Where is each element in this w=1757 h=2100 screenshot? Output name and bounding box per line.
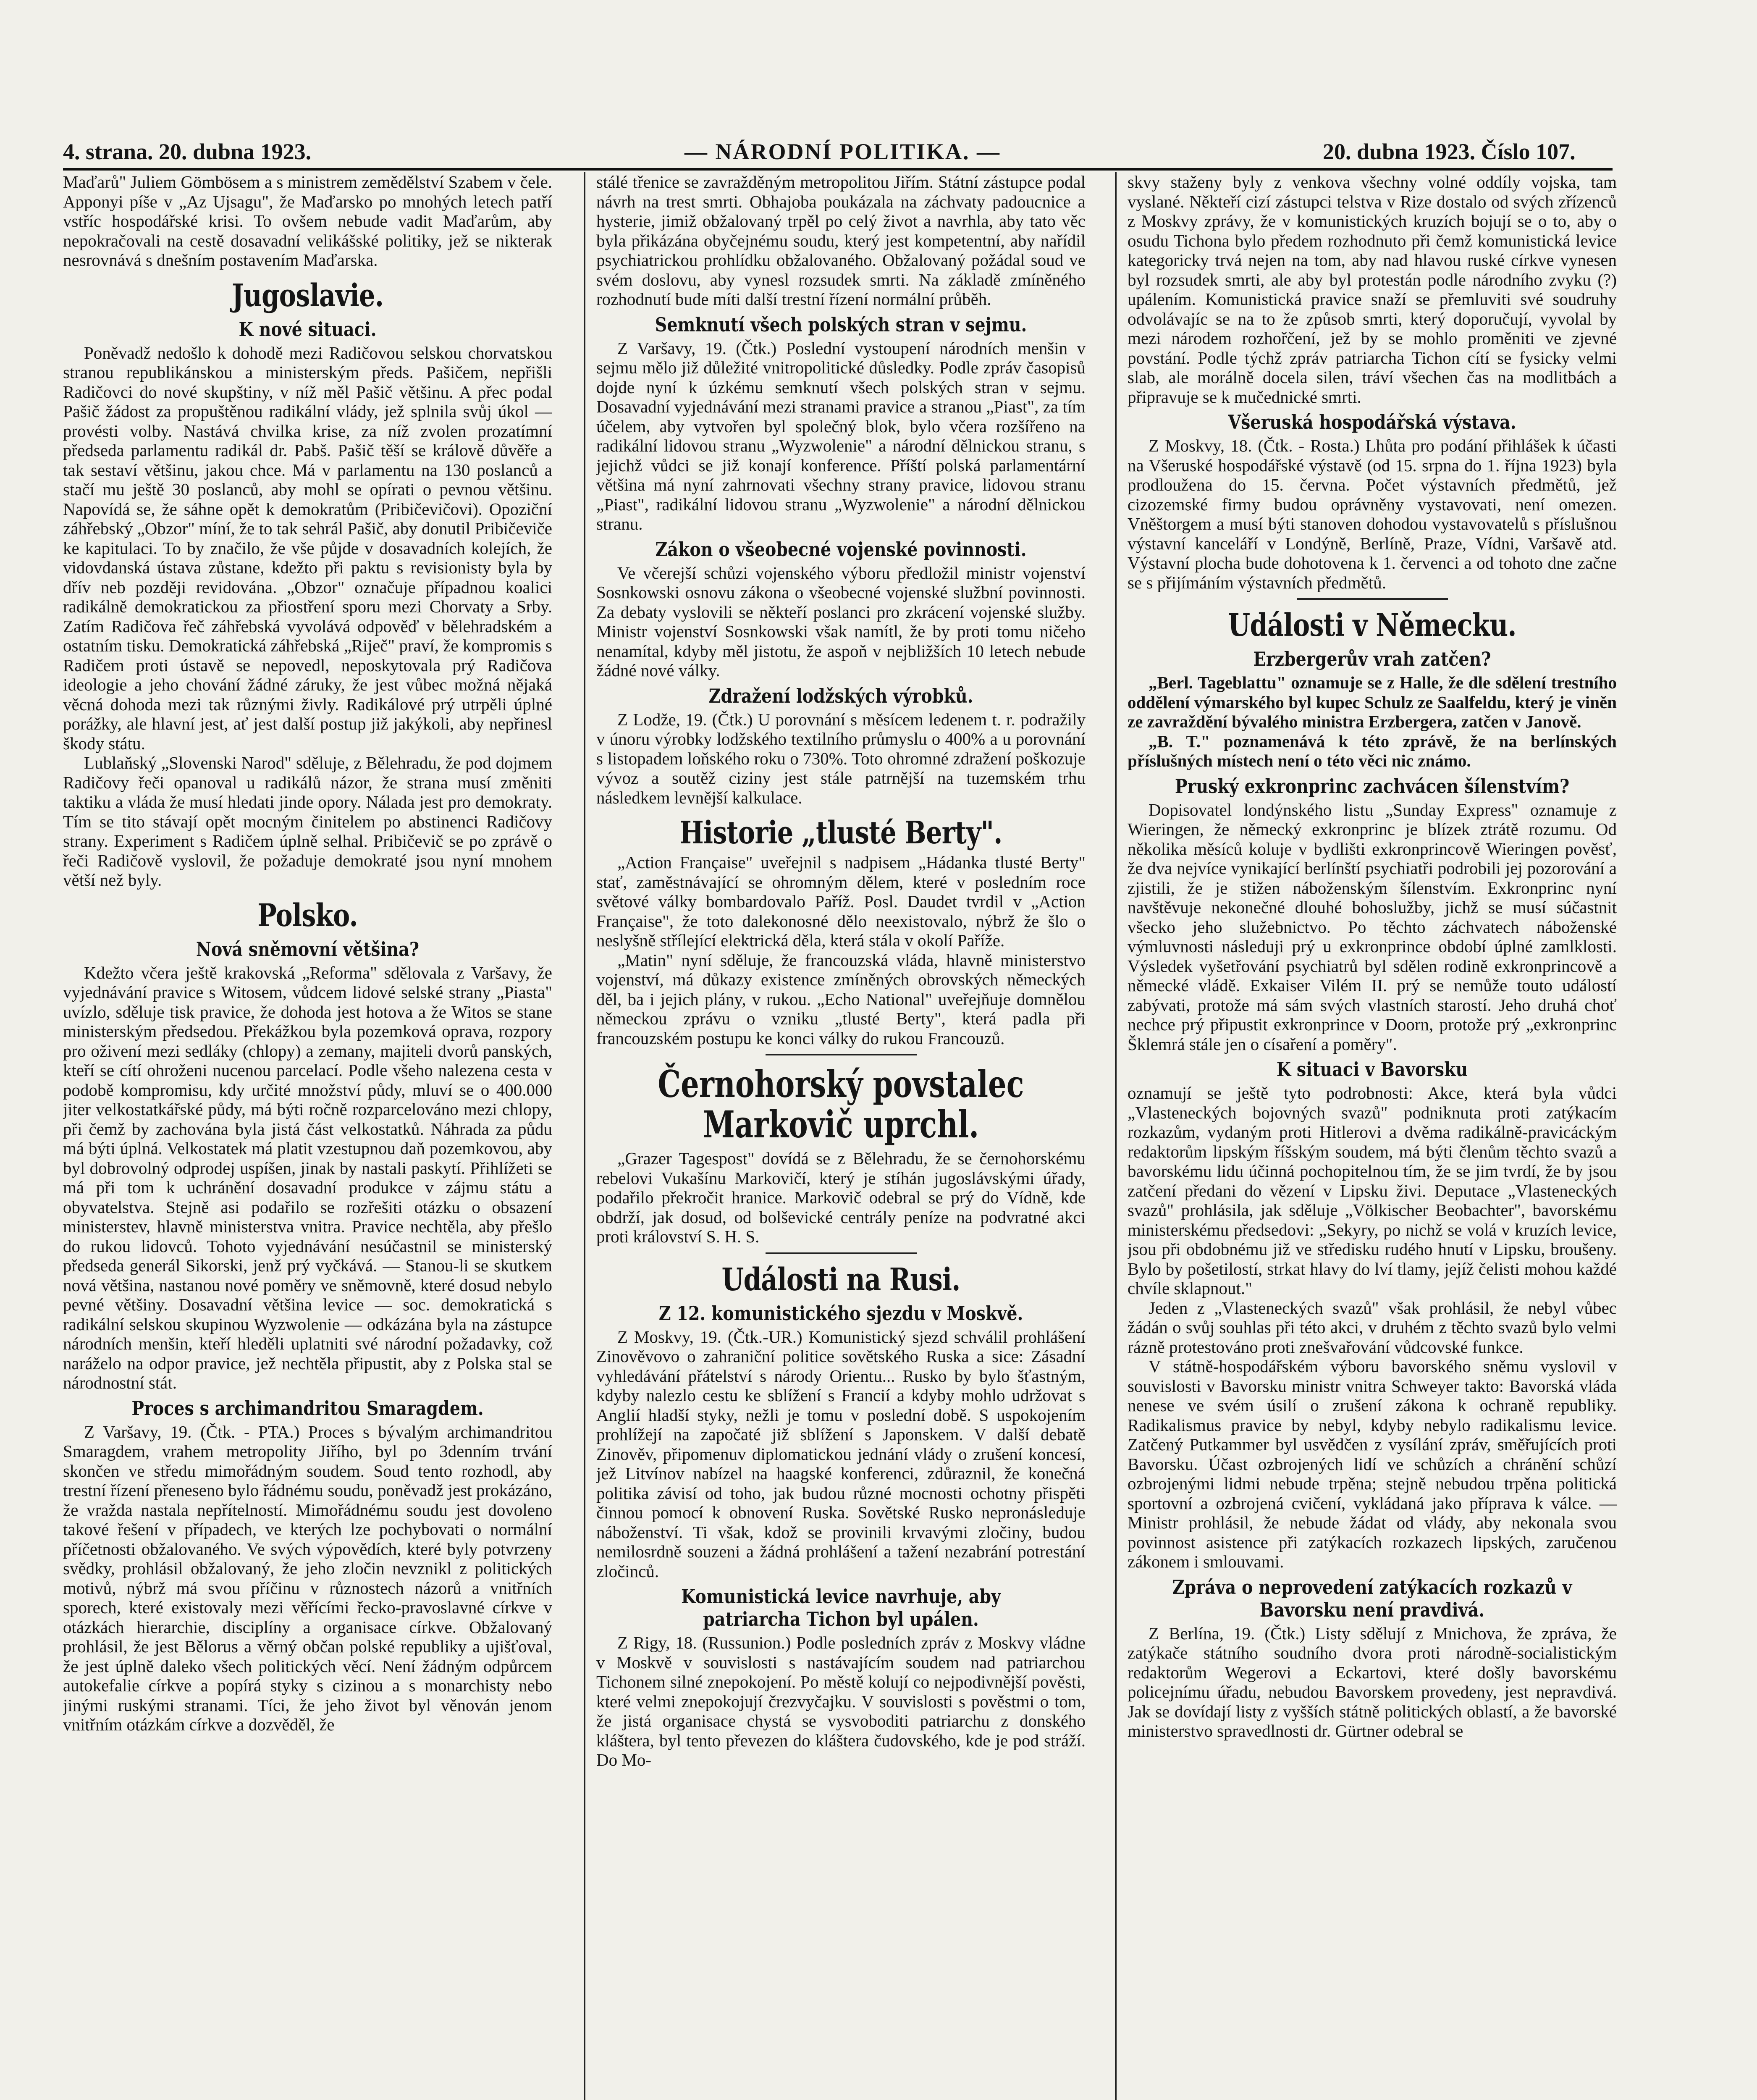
article-headline: Zákon o všeobecné vojenské povinnosti. — [655, 538, 1027, 561]
divider — [766, 1252, 917, 1254]
article-text: Maďarů" Juliem Gömbösem a s ministrem zemědělství Szabem v čele. Apponyi píše v „Az Ujsagu", že Maďarsko po mnohých letech patří vstříc hospodářské krisi. To ovšem nebude vadit Maďarům, aby nepokračovali na cestě dosavadní velikášské politiky, jež se nikterak nesrovnává s dnešním postavením Maďarska. — [63, 172, 552, 270]
article-headline: Nová sněmovní většina? — [196, 937, 420, 961]
article-text: Lublaňský „Slovenski Narod" sděluje, z Bělehradu, že pod dojmem Radičovy řeči opanoval u radikálů názor, že strana musí změniti taktiku a vláda že musí hledati jinde opory. Nálada jest pro demokraty. Tím se tito stávají opět mocným činitelem po abstinenci Radičovy strany. Experiment s Radičem úplně selhal. Pribičevič se po zprávě o řeči Radičově vyslovil, že požaduje demokraté jsou nyní mnohem větší než byly. — [63, 753, 552, 890]
article-headline: Zpráva o neprovedení zatýkacích rozkazů v Bavorsku není pravdivá. — [1172, 1575, 1572, 1621]
divider — [1297, 598, 1448, 600]
article-text: skvy staženy byly z venkova všechny volné oddíly vojska, tam vyslané. Někteří cizí zástupci telstva v Rize dostalo od svých zřízenců z Moskvy zprávy, že v komunistických kruzích bojují se o to, aby o osudu Tichona bylo předem rozhodnuto při čemž komunistická levice kategoricky trvá nejen na tom, aby nad hlavou ruské církve vynesen byl rozsudek smrti, ale aby byl protestán podle národního zvyku (?) upálením. Komunistická pravice snaží se přemluviti své soudruhy odvolávajíc se na to že způsob smrti, který doporučují, vyvolal by mezi národem rozhořčení, jež by se mohlo proměniti ve zjevné povstání. Podle týchž zpráv patriarcha Tichon cítí se fysicky velmi slab, ale morálně docela silen, tráví všechen čas na modlitbách a připravuje se k mučednické smrti. — [1128, 172, 1617, 407]
article-text: „Berl. Tageblattu" oznamuje se z Halle, že dle sdělení trestního oddělení výmarského byl kupec Schulz ze Saalfeldu, který je viněn ze zavraždění bývalého ministra Erzbergera, zatčen v Janově. — [1128, 673, 1617, 731]
section-heading: Historie „tlusté Berty". — [679, 815, 1002, 851]
article-headline: Komunistická levice navrhuje, aby patriarcha Tichon byl upálen. — [681, 1585, 1001, 1630]
section-heading: Události na Rusi. — [721, 1261, 960, 1298]
article-headline: K situaci v Bavorsku — [1276, 1058, 1468, 1081]
header-rule — [63, 168, 1613, 171]
article-headline: Zdražení lodžských výrobků. — [708, 684, 973, 707]
article-text: „Matin" nyní sděluje, že francouzská vláda, hlavně ministerstvo vojenství, má důkazy existence zmíněných obrovských německých děl, ba i jejich plány, v rukou. „Echo National" uveřejňuje domnělou německou zprávu o vzniku „tlusté Berty", která padla při francouzském postupu ke konci války do rukou Francouzů. — [596, 950, 1086, 1048]
article-text: Z Lodže, 19. (Čtk.) U porovnání s měsícem ledenem t. r. podražily v únoru výrobky lodžského textilního průmyslu o 400% a u porovnání s listopadem loňského roku o 730%. Toto ohromné zdražení poškozuje vývoz a soutěž ciziny jest stále patrnější na tuzemském trhu následkem levnější kalkulace. — [596, 709, 1086, 807]
column-rule — [1115, 172, 1117, 2100]
column-rule — [584, 172, 585, 2100]
article-text: Z Berlína, 19. (Čtk.) Listy sdělují z Mnichova, že zpráva, že zatýkače státního soudního dvora proti národně-socialistickým redaktorům Wegerovi a Eckartovi, které došly bavorskému policejnímu úřadu, nebudou Bavorskem provedeny, jest nepravdivá. Jak se dovídají listy z vyšších státně politických oblastí, a že bavorské ministerstvo spravedlnosti dr. Gürtner odebral se — [1128, 1623, 1617, 1740]
article-text: Kdežto včera ještě krakovská „Reforma" sdělovala z Varšavy, že vyjednávání pravice s Witosem, vůdcem lidové selské strany „Piasta" uvízlo, sděluje tisk pravice, že dohoda jest hotova a že Witos se stane ministerským předsedou. Překážkou byla pozemková oprava, rozpory pro oživení mezi sedláky (chlopy) a zemany, majiteli dvorů panských, kteří se cítí ohroženi nucenou parcelací. Podle všeho nalezena cesta v podobě kompromisu, kdy určité množství půdy, mluví se o 400.000 jiter velkostatkářské půdy, má býti ročně rozparcelováno mezi chlopy, při čemž by zachována byla jistá část velkostatků. Náhrada za půdu má býti úplná. Velkostatek má platit vzestupnou daň pozemkovou, aby byl dobrovolný odprodej uspíšen, jinak by nastali paskytí. Přihlížeti se má při tom k uchránění dosavadní produkce v zájmu státu a obyvatelstva. Stejně asi podařilo se rozřešiti otázku o obsazení ministerstev, hlavně ministerstva vnitra. Pravice nechtěla, aby přešlo do rukou lidovců. Tohoto vyjednávání nesúčastnil se ministerský předseda generál Sikorski, jenž prý vyčkává. — Stanou-li se skutkem nová většina, nastanou nové poměry ve sněmovně, které dosud nebylo pevné většiny. Dosavadní většina levice — soc. demokratická s radikální selskou skupinou Wyzwolenie — odkázána byla na zástupce národních menšin, kteří hleděli uplatniti své národní požadavky, což naráželo na odpor pravice, jež nechtěla připustit, aby z Polska stal se národnostní stát. — [63, 963, 552, 1392]
article-text: Jeden z „Vlasteneckých svazů" však prohlásil, že nebyl vůbec žádán o svůj souhlas při této akci, v druhém z těchto svazů bylo velmi rázně protestováno proti znešvařování vůdcovské funkce. — [1128, 1298, 1617, 1357]
article-headline: Všeruská hospodářská výstava. — [1228, 411, 1516, 433]
article-headline: K nové situaci. — [239, 318, 377, 341]
article-text: stálé třenice se zavražděným metropolitou Jiřím. Státní zástupce podal návrh na trest smrti. Obhajoba poukázala na záchvaty padoucnice a hysterie, jimiž obžalovaný trpěl po celý život a navrhla, aby tato věc byla přikázána obyčejnému soudu, který jest kompetentní, aby nařídil psychiatrickou prohlídku obžalovaného. Obžalovaný požádal soud ve svém doslovu, aby vynesl rozsudek smrti. Na základě zmíněného rozhodnutí bude míti další trestní řízení normální průběh. — [596, 172, 1086, 309]
divider — [766, 1054, 917, 1055]
section-heading: Jugoslavie. — [231, 277, 384, 314]
article-text: Z Moskvy, 18. (Čtk. - Rosta.) Lhůta pro podání přihlášek k účasti na Všeruské hospodářské výstavě (od 15. srpna do 1. října 1923) byla prodloužena do 15. června. Počet výstavních předmětů, jež cizozemské firmy budou oprávněny vystavovati, není omezen. Vněštorgem a musí býti stanoven dohodou vystavovatelů s příslušnou výstavní kanceláří v Londýně, Berlíně, Praze, Vídni, Varšavě atd. Výstavní plocha bude dohotovena k 1. červenci a od tohoto dne začne se s přijímáním výstavních předmětů. — [1128, 436, 1617, 592]
article-text: Ve včerejší schůzi vojenského výboru předložil ministr vojenství Sosnkowski osnovu zákona o všeobecné vojenské službní povinnosti. Za debaty vyslovili se někteří poslanci pro zkrácení vojenské služby. Ministr vojenství Sosnkowski však namítl, že by proti tomu ničeho nenamítal, kdyby měl jistotu, že aspoň v nejbližších 10 letech nebude žádné nové války. — [596, 563, 1086, 680]
article-headline: Pruský exkronprinc zachvácen šílenstvím? — [1175, 774, 1570, 798]
column-3 — [1128, 172, 1617, 2100]
article-text: „Grazer Tagespost" dovídá se z Bělehradu, že se černohorskému rebelovi Vukašínu Markovičí, který je stíhán jugoslávskými úřady, podařilo překročit hranice. Markovič odebral se prý do Vídně, kde obdrží, jak dosud, od bolševické centrály peníze na podvratné akci proti království S. H. S. — [596, 1149, 1086, 1246]
article-text: „Action Française" uveřejnil s nadpisem „Hádanka tlusté Berty" stať, zaměstnávající se ohromným dělem, které v posledním roce světové války bombardovalo Paříž. Posl. Daudet tvrdil v „Action Française", že toto dalekonosné dělo neexistovalo, nýbrž že šlo o neslyšně střílející elektrická děla, která stála v okolí Paříže. — [596, 853, 1086, 950]
article-text: oznamují se ještě tyto podrobnosti: Akce, která byla vůdci „Vlasteneckých bojovných svazů" podniknuta proti zatýkacím rozkazům, vydaným proti Hitlerovi a dvěma radikálně-pravicáckým redaktorům lipským říšským soudem, má býti členům těchto svazů a bavorskému lidu účinná pochopitelnou tím, že se jim tvrdí, že by jsou zatčení předani do vězení v Lipsku živi. Deputace „Vlasteneckých svazů" prohlásila, jak sděluje „Völkischer Beobachter", bavorskému ministerskému předsedovi: „Sekyry, po nichž se volá v kruzích levice, jsou při obdobnému již ve středisku rudého hnutí v Lipsku, broušeny. Bylo by pošetilostí, strkat hlavy do lví tlamy, jejíž čelisti mohou každé chvíle sklapnout." — [1128, 1083, 1617, 1298]
article-text: Dopisovatel londýnského listu „Sunday Express" oznamuje z Wieringen, že německý exkronprinc je blízek ztrátě rozumu. Od několika měsíců koluje v bydlišti exkronprincově Wieringen pověsť, že dva nejvíce vynikající berlínští psychiatři podrobili jej pozorování a zjistili, že je stižen náboženským šílenstvím. Exkronprinc nyní navštěvuje nekonečné dlouhé bohoslužby, jichž se musí súčastnit všecko jeho služebnictvo. Po těchto záchvatech náboženské výmluvnosti následuji prý u exkronprince období úplné zamlklosti. Výsledek vyšetřování psychiatrů byl sdělen rodině exkronprincově a německé vládě. Exkaiser Vilém II. prý se nemůže touto událostí zabývati, protože má sám svých vlastních starostí. Jeho druhá choť nechce prý připustit exkronprince v Doorn, protože prý „exkronprinc Šklemrá stále jen o císaření a poměry". — [1128, 800, 1617, 1054]
article-text: „B. T." poznamenává k této zprávě, že na berlínských příslušných místech není o této věci nic známo. — [1128, 731, 1617, 770]
page-and-date: 4. strana. 20. dubna 1923. — [63, 139, 312, 164]
column-1 — [63, 172, 552, 2100]
section-heading: Události v Německu. — [1228, 607, 1516, 643]
article-text: Poněvadž nedošlo k dohodě mezi Radičovou selskou chorvatskou stranou republikánskou a ministerským předs. Pašičem, nepřišli Radičovci do nové skupštiny, v níž měl Pašič většinu. A přec podal Pašič žádost za propuštěnou radikální vlády, jež splnila svůj úkol — provésti volby. Nastává chvilka krise, za níž zvolen prozatímní předseda parlamentu radikál dr. Pabš. Pašič těší se králově důvěře a tak sestaví většinu, jakou chce. Má v parlamentu na 130 poslanců a stačí mu ještě 30 poslanců, aby mohl se opírati o pevnou většinu. Napovídá se, že sáhne opět k demokratům (Pribičevičovi). Opoziční záhřebský „Obzor" míní, že to tak sehrál Pašič, aby donutil Pribičeviče ke kapitulaci. To by značilo, že vše půjde v dosavadních kolejích, že vidovdanská ústava zůstane, kdežto při paktu s revisionisty byla by dřív neb později revidována. „Obzor" označuje případnou koalici radikálně demokratickou za přiostření sporu mezi Chorvaty a Srby. Zatím Radičova řeč záhřebská vyvolává odpověď v bělehradském a ostatním tisku. Demokratická záhřebská „Riječ" praví, že kompromis s Radičem proti ústavě se nepovedl, neposkytovala prý Radičova ideologie a jeho chování žádné záruky, že jest vůbec možná nějaká věcná dohoda mezi tak různými živly. Radikálové prý utrpěli úplné porážky, ale hlavní jest, ať jest další postup již jakýkoli, aby nepřinesl škody státu. — [63, 343, 552, 753]
article-headline: Proces s archimandritou Smaragdem. — [131, 1396, 484, 1420]
running-head — [63, 139, 1613, 172]
article-text: Z Varšavy, 19. (Čtk. - PTA.) Proces s bývalým archimandritou Smaragdem, vrahem metropolity Jiřího, byl po 3denním trvání skončen ve středu mimořádným soudem. Soud tento rozhodl, aby trestní řízení přeneseno bylo řádnému soudu, poněvadž jest prokázáno, že vražda nastala nepřítelností. Mimořádnému soudu jest dovoleno takové řešení v případech, ve kterých lze pochybovati o normální příčetnosti obžalovaného. Ve svých výpovědích, které byly potvrzeny svědky, prohlásil obžalovaný, že jeho zločin nevznikl z politických motivů, nýbrž má svou příčinu v různostech názorů a vnitřních sporech, které existovaly mezi věřícími řecko-pravoslavné církve v otázkách hierarchie, disciplíny a organisace církve. Obžalovaný prohlásil, že jest Bělorus a věrný občan polské republiky a ujišťoval, že jest úplně daleko všech politických věcí. Není žádným odpůrcem autokefalie církve a popírá styky s cizinou a s monarchisty nebo jinými ruskými stranami. Tíci, že jeho život byl věnován jenom vnitřním otázkám církve a dozvěděl, že — [63, 1422, 552, 1734]
article-headline: Erzbergerův vrah zatčen? — [1253, 648, 1491, 670]
section-heading: Černohorský povstalec Markovič uprchl. — [658, 1062, 1024, 1146]
article-headline: Semknutí všech polských stran v sejmu. — [655, 313, 1027, 336]
article-text: V státně-hospodářském výboru bavorského sněmu vyslovil v souvislosti v Bavorsku ministr vnitra Schweyer takto: Bavorská vláda nenese ve svém úsilí o zrušení zákona k ochraně republiky. Radikalismus pravice by nebyl, kdyby nebylo radikalismu levice. Zatčený Putkammer byl usvědčen z vysílání zpráv, směřujících proti Bavorsku. Účast ozbrojených lidí ve schůzích a chránění schůzí ozbrojenými lidmi nebude trpěna; stejně nebudou trpěna politická sportovní a ozbrojená cvičení, vykládaná jako příprava k válce. — Ministr prohlásil, že nebude žádat od vlády, aby nekonala svou povinnost asistence při zatýkacích rozkazech lipských, zaručenou zákonem i smlouvami. — [1128, 1357, 1617, 1571]
newspaper-title: — NÁRODNÍ POLITIKA. — — [684, 139, 1001, 164]
section-heading: Polsko. — [257, 897, 358, 934]
article-text: Z Moskvy, 19. (Čtk.-UR.) Komunistický sjezd schválil prohlášení Zinověvovo o zahraniční politice sovětského Ruska a sice: Zásadní vyhledávání přátelství s národy Orientu... Rusko by bylo šťastným, kdyby nalezlo cestu ke sblížení s Francií a kdyby mohlo udržovat s Anglií hladší styky, nežli je tomu v poslední době. S uspokojením prohlížejí na započaté již sblížení s Japonskem. V další debatě Zinověv, připomenuv diplomatickou jednání vlády o zrušení koncesí, jež Litvínov nabízel na haagské konferenci, zdůraznil, že konečná politika závisí od toho, jak budou různé mocnosti ochotny přispěti činnou pomocí k obnovení Ruska. Sovětské Rusko nepronásleduje náboženství. Ti však, kdož se provinili krvavými zločiny, budou nemilosrdně souzeni a žádná prohlášení a tažení nezabrání potrestání zločinců. — [596, 1327, 1086, 1581]
article-headline: Z 12. komunistického sjezdu v Moskvě. — [658, 1302, 1023, 1325]
article-text: Z Rigy, 18. (Russunion.) Podle posledních zpráv z Moskvy vládne v Moskvě v souvislosti s nastávajícím soudem nad patriarchou Tichonem silné znepokojení. Po městě kolují co nejpodivnější pověsti, které velmi znepokojují črezvyčajku. V souvislosti s pověstmi o tom, že jistá organisace chystá se vysvoboditi patriarchu z donského kláštera, byl tento převezen do kláštera čudovského, kde je pod stráží. Do Mo- — [596, 1633, 1086, 1769]
date-and-issue: 20. dubna 1923. Číslo 107. — [1323, 139, 1576, 164]
column-2 — [596, 172, 1086, 2100]
article-text: Z Varšavy, 19. (Čtk.) Poslední vystoupení národních menšin v sejmu mělo již důležité vnitropolitické důsledky. Podle zpráv časopisů dojde nyní k úzkému semknutí všech polských stran v sejmu. Dosavadní vyjednávání mezi stranami pravice a stranou „Piast", za tím účelem, aby vytvořen byl společný blok, bylo včera rozšířeno na radikální lidovou stranu „Wyzwolenie" a národní dělnickou stranu, s jejichž vůdci se již konají konference. Příští polská parlamentární většina má nyní zahrnovati všechny strany pravice, lidovou stranu „Piast", radikální lidovou stranu „Wyzwolenie" a národní dělnickou stranu. — [596, 338, 1086, 533]
